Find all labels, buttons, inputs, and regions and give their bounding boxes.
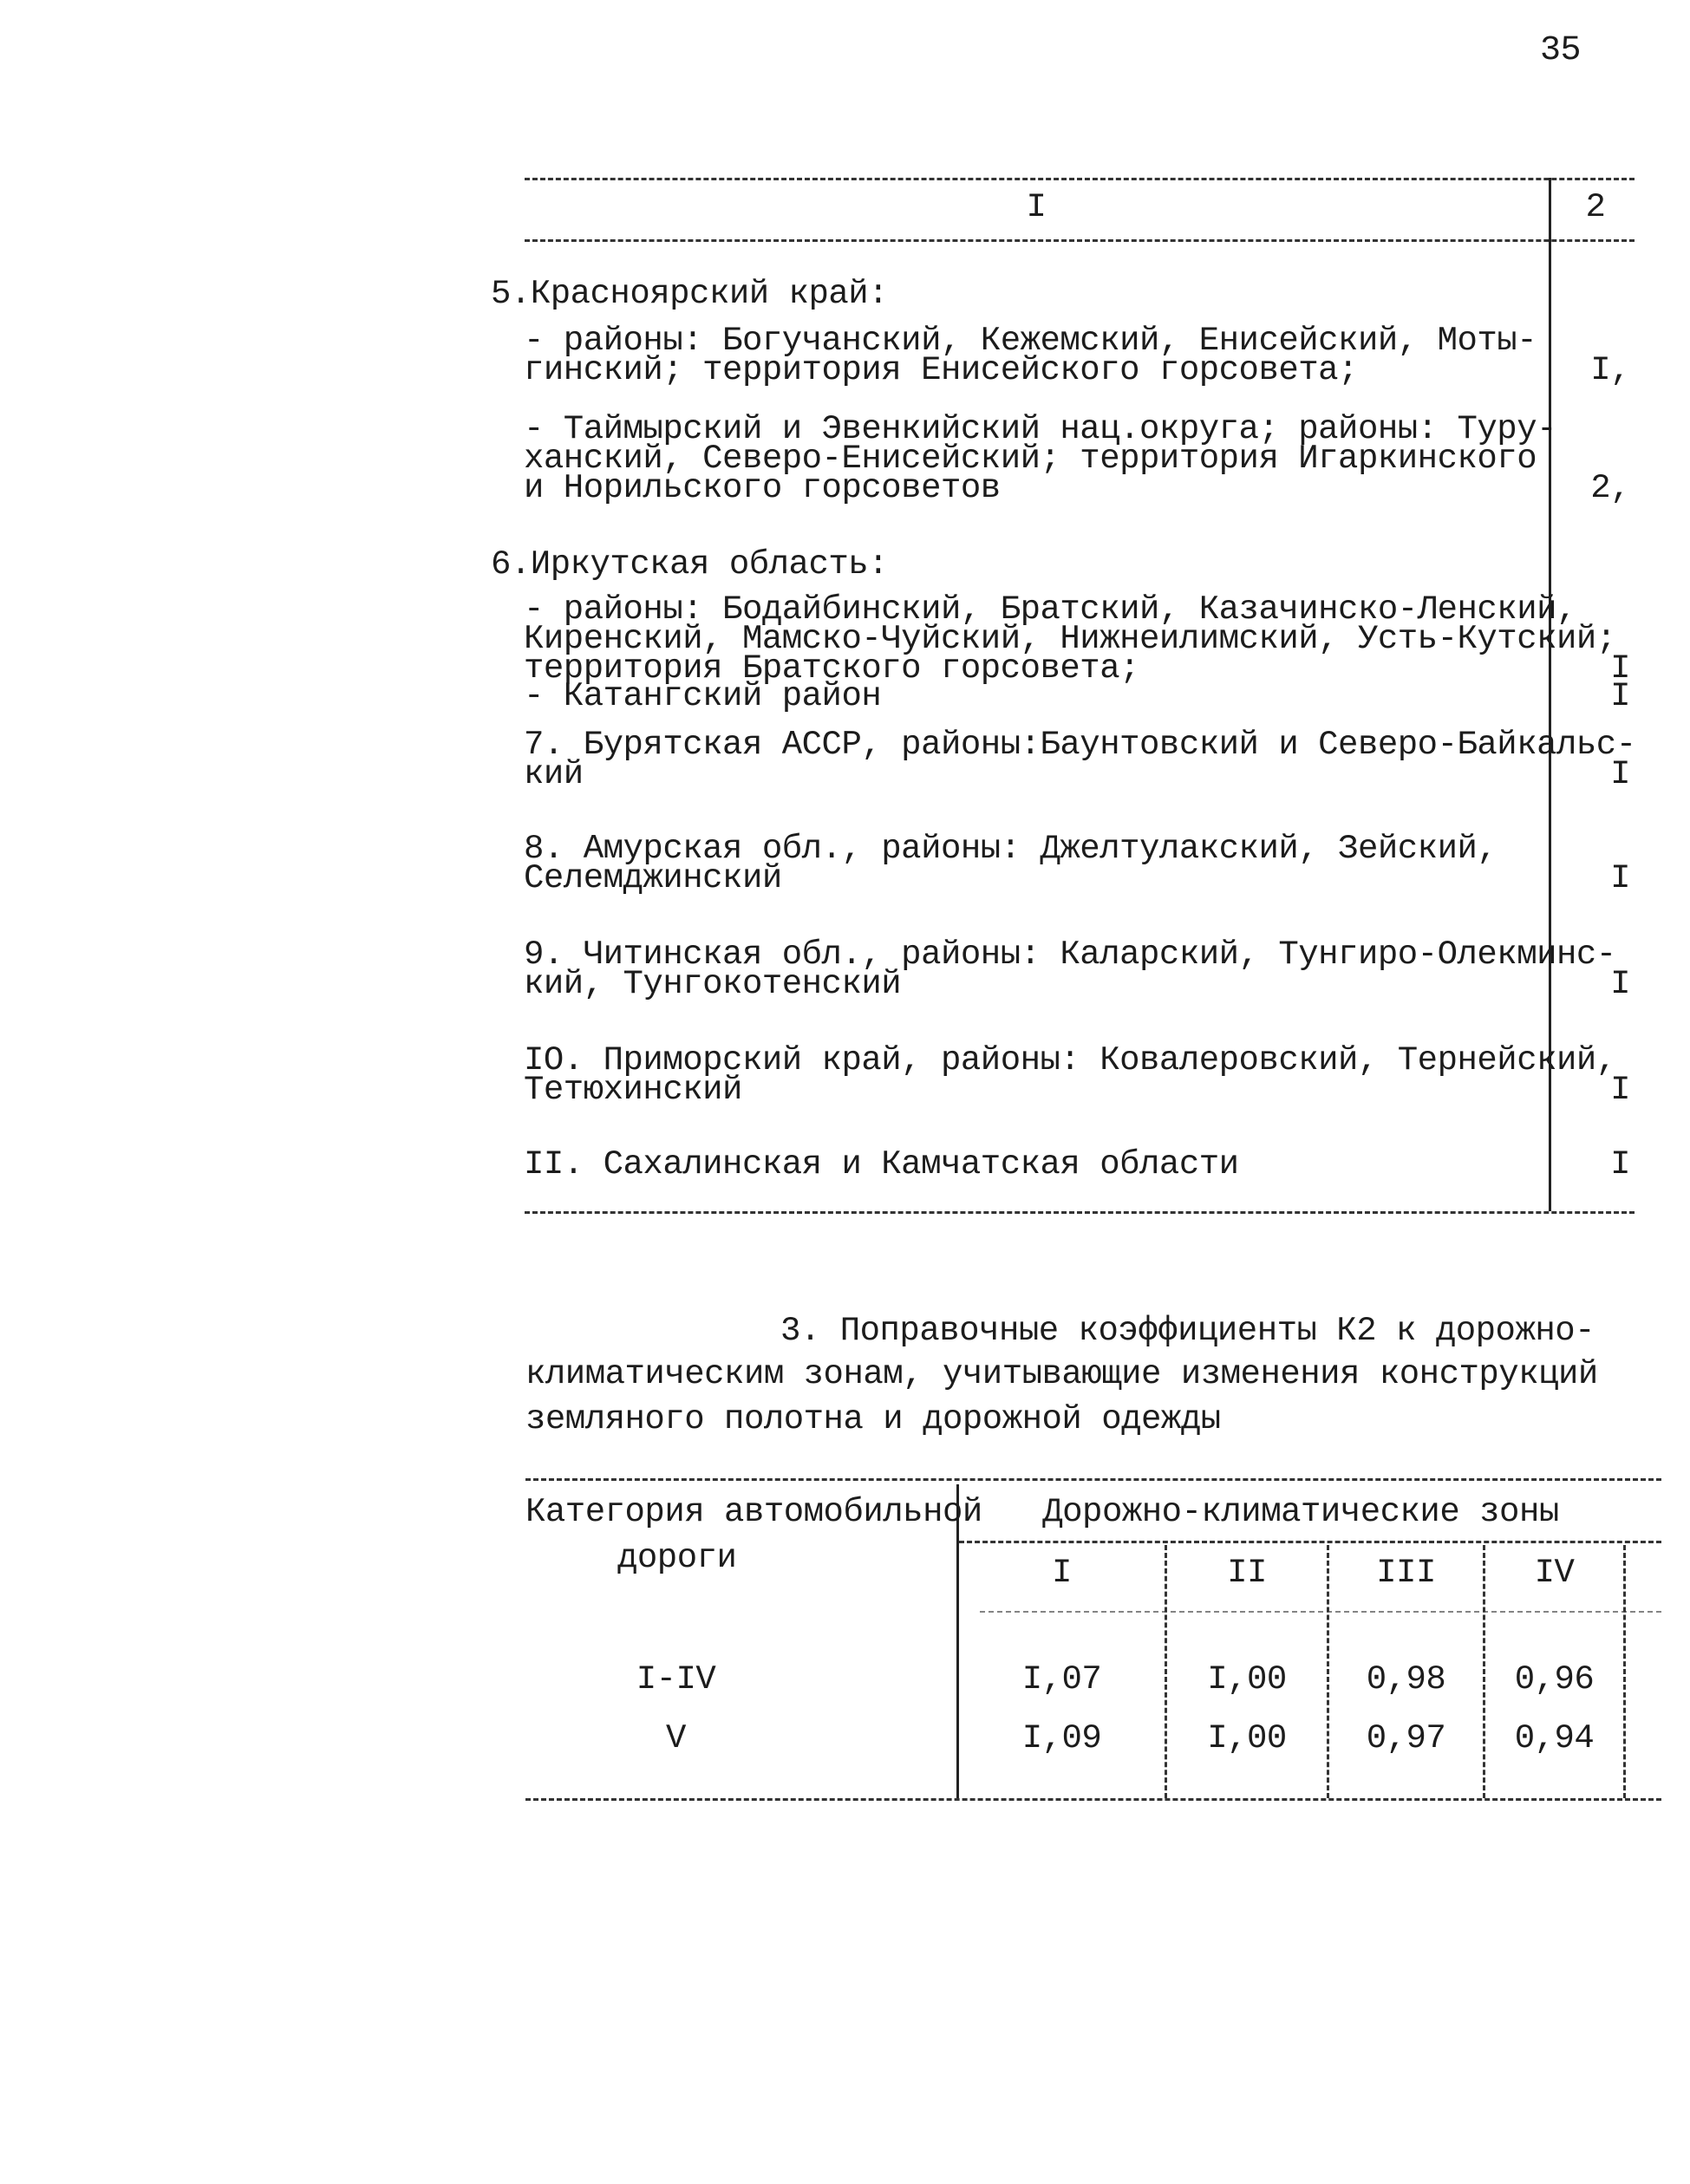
table-row-category: V (666, 1719, 686, 1757)
region-line: и Норильского горсоветов (524, 469, 1001, 507)
zone-header: IV (1534, 1554, 1575, 1592)
table2-zone-divider (1623, 1545, 1626, 1798)
coefficient-cell: I,09 (1021, 1719, 1102, 1757)
coefficient-cell: 0,97 (1366, 1719, 1446, 1757)
zone-value: I (1610, 677, 1630, 715)
table2-header-rule (980, 1611, 1661, 1613)
category-header: дороги (617, 1539, 737, 1577)
coefficient-cell: I,00 (1207, 1719, 1287, 1757)
section-title-line: 3. Поправочные коэффициенты К2 к дорожно- (780, 1312, 1595, 1350)
table1-header-rule (525, 239, 1635, 242)
zone-value: I (1610, 965, 1630, 1003)
table1-top-rule (525, 178, 1635, 180)
section-title-line: климатическим зонам, учитывающие изменения конструкций (525, 1355, 1598, 1393)
zones-header: Дорожно-климатические зоны (1042, 1493, 1559, 1531)
zone-value: I (1610, 1071, 1630, 1109)
category-header: Категория автомобильной (525, 1493, 982, 1531)
region-line: Киренский, Мамско-Чуйский, Нижнеилимский, Усть-Кутский; (524, 620, 1616, 658)
region-line: ханский, Северо-Енисейский; территория Игаркинского (524, 440, 1537, 478)
section-title-line: земляного полотна и дорожной одежды (525, 1400, 1221, 1438)
region-line: - Таймырский и Эвенкийский нац.округа; районы: Туру- (524, 410, 1556, 448)
table2-bottom-rule (525, 1798, 1661, 1801)
zone-value: 2, (1590, 469, 1630, 507)
region-line: кий (524, 755, 584, 793)
zone-value: I (1610, 859, 1630, 897)
table1-header-col1: I (1026, 188, 1047, 226)
zone-value: I, (1590, 351, 1630, 389)
zone-header: III (1376, 1554, 1436, 1592)
region-heading: 6.Иркутская область: (491, 545, 889, 583)
table1-header-col2: 2 (1585, 188, 1606, 226)
region-line: кий, Тунгокотенский (524, 965, 902, 1003)
zone-header: I (1052, 1554, 1072, 1592)
coefficient-cell: 0,94 (1514, 1719, 1595, 1757)
region-line: II. Сахалинская и Камчатская области (524, 1145, 1239, 1183)
region-line: IO. Приморский край, районы: Ковалеровский, Тернейский, (524, 1041, 1616, 1079)
region-line: 7. Бурятская АССР, районы:Баунтовский и Северо-Байкальс- (524, 726, 1636, 764)
coefficient-cell: 0,96 (1514, 1660, 1595, 1698)
coefficient-cell: 0,98 (1366, 1660, 1446, 1698)
region-line: - Катангский район (524, 677, 882, 715)
table2-top-rule (525, 1478, 1661, 1481)
region-line: - районы: Богучанский, Кежемский, Енисейский, Моты- (524, 322, 1537, 360)
page-number: 35 (1540, 31, 1582, 70)
table2-zone-header-rule (959, 1541, 1661, 1543)
zone-header: II (1227, 1554, 1267, 1592)
zone-value: I (1610, 649, 1630, 688)
table1-bottom-rule (525, 1211, 1635, 1214)
region-line: Селемджинский (524, 859, 782, 897)
zone-value: I (1610, 755, 1630, 793)
coefficient-cell: I,00 (1207, 1660, 1287, 1698)
region-line: - районы: Бодайбинский, Братский, Казачинско-Ленский, (524, 590, 1576, 629)
region-line: Тетюхинский (524, 1071, 742, 1109)
region-line: 8. Амурская обл., районы: Джелтулакский, Зейский, (524, 830, 1498, 868)
table-row-category: I-IV (636, 1660, 716, 1698)
zone-value: I (1610, 1145, 1630, 1183)
region-line: территория Братского горсовета; (524, 649, 1140, 688)
coefficient-cell: I,07 (1021, 1660, 1102, 1698)
region-heading: 5.Красноярский край: (491, 275, 889, 313)
region-line: гинский; территория Енисейского горсовета; (524, 351, 1358, 389)
region-line: 9. Читинская обл., районы: Каларский, Тунгиро-Олекминс- (524, 936, 1616, 974)
